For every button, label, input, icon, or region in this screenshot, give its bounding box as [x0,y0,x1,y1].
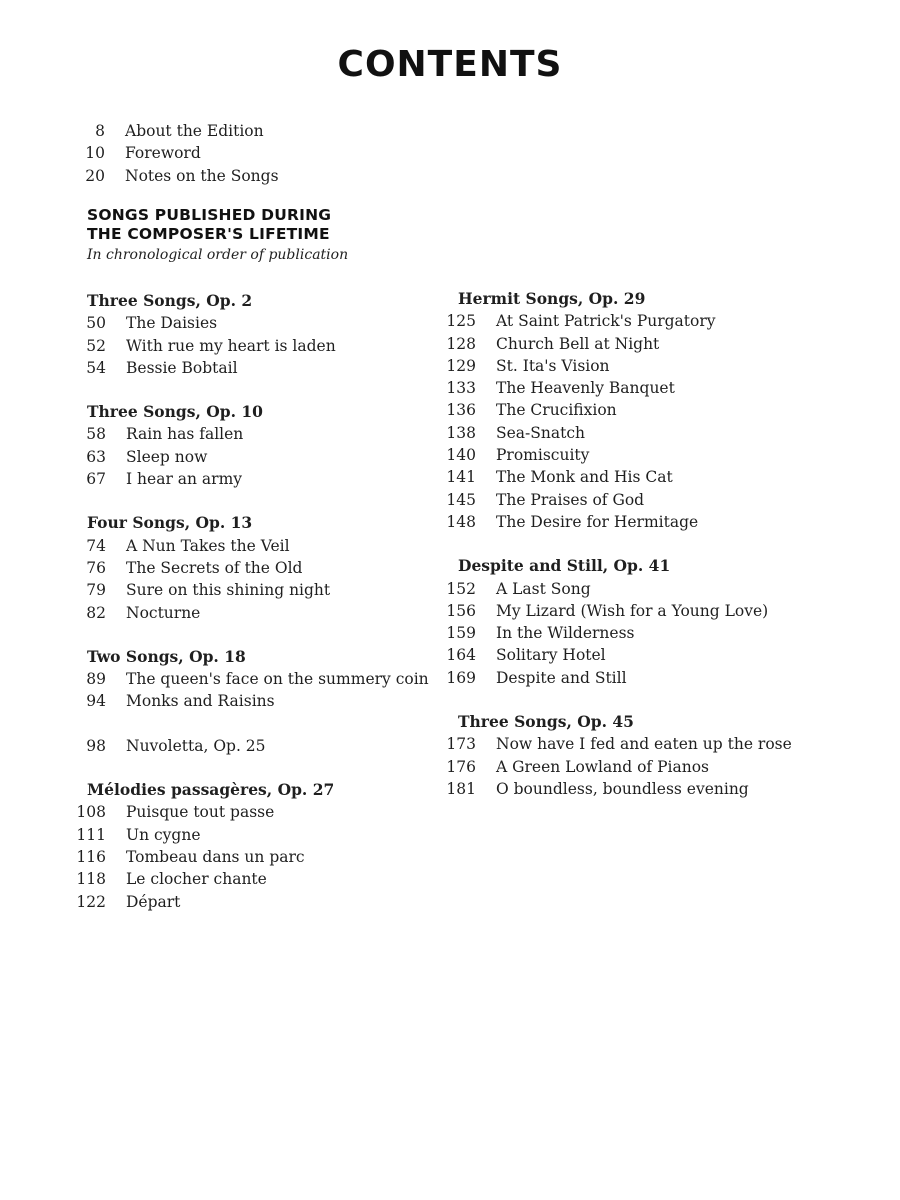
entry-title: The Desire for Hermitage [496,512,699,531]
page-number: 133 [446,379,476,398]
page-number: 122 [76,892,106,911]
page-number: 74 [86,536,106,555]
toc-entry[interactable] [446,622,792,644]
entry-title: Bessie Bobtail [126,358,238,377]
page-number: 94 [86,692,106,711]
toc-entry[interactable] [446,333,792,355]
entry-title: The Heavenly Banquet [496,379,675,398]
entry-title: Notes on the Songs [125,166,279,185]
toc-entry[interactable] [0,142,279,164]
toc-entry[interactable] [446,511,792,533]
page-number: 148 [446,512,476,531]
toc-entry[interactable] [446,444,792,466]
toc-entry[interactable] [76,868,429,890]
entry-title: A Nun Takes the Veil [126,536,290,555]
page-number: 89 [86,670,106,689]
entry-title: Rain has fallen [126,425,244,444]
group-heading[interactable]: Two Songs, Op. 18 [87,646,246,666]
toc-entry[interactable] [446,489,792,511]
page-number: 118 [76,870,106,889]
page-number: 108 [76,803,106,822]
toc-entry[interactable] [87,535,429,557]
entry-title: At Saint Patrick's Purgatory [496,312,716,331]
entry-title: A Last Song [496,579,591,598]
page-number: 129 [446,356,476,375]
entry-title: In the Wilderness [496,624,635,643]
section-heading-line: THE COMPOSER'S LIFETIME [87,225,330,243]
entry-title: Nocturne [126,603,201,622]
toc-entry[interactable] [446,310,792,332]
page-number: 82 [86,603,106,622]
entry-title: I hear an army [126,470,243,489]
page-number: 20 [85,166,105,185]
entry-title: A Green Lowland of Pianos [496,757,709,776]
page-number: 79 [86,581,106,600]
entry-title: The Praises of God [496,490,645,509]
entry-title: Foreword [125,144,201,163]
group-heading[interactable]: Mélodies passagères, Op. 27 [87,780,335,800]
section-subtitle: In chronological order of publication [87,247,349,263]
toc-entry[interactable] [446,778,792,800]
toc-entry[interactable] [446,733,792,755]
entry-title: The Secrets of the Old [126,558,303,577]
page-number: 141 [446,468,476,487]
entry-title: The queen's face on the summery coin [126,670,429,689]
page-number: 140 [446,446,476,465]
entry-title: Sleep now [126,447,208,466]
toc-entry[interactable] [446,600,792,622]
page-number: 164 [446,646,476,665]
intro-list [0,120,279,187]
entry-title: Puisque tout passe [126,803,275,822]
toc-entry[interactable] [446,667,792,689]
toc-entry[interactable] [446,466,792,488]
entry-title: The Daisies [126,314,218,333]
page-number: 58 [86,425,106,444]
section-heading [87,206,331,244]
page-number: 145 [446,490,476,509]
page-number: 128 [446,334,476,353]
page-number: 181 [446,779,476,798]
entry-title: Un cygne [126,825,201,844]
entry-title: Now have I fed and eaten up the rose [496,735,792,754]
entry-title: With rue my heart is laden [126,336,336,355]
page-number: 156 [446,601,476,620]
entry-title: Tombeau dans un parc [126,847,305,866]
entry-title: Monks and Raisins [126,692,275,711]
toc-entry[interactable] [0,165,279,187]
page-number: 52 [86,336,106,355]
toc-entry[interactable] [76,891,429,913]
entry-title: Le clocher chante [126,870,267,889]
entry-title: Départ [126,892,181,911]
entry-title: Sure on this shining night [126,581,331,600]
entry-title: My Lizard (Wish for a Young Love) [496,601,769,620]
page-number: 159 [446,624,476,643]
entry-title: Promiscuity [496,446,590,465]
toc-entry[interactable] [446,578,792,600]
page-number: 10 [85,144,105,163]
toc-entry[interactable] [76,846,429,868]
page-number: 8 [95,122,105,140]
entry-title: Despite and Still [496,668,627,687]
toc-entry[interactable] [446,399,792,421]
page-number: 152 [446,579,476,598]
group-heading[interactable]: Three Songs, Op. 10 [87,402,263,422]
page-number: 50 [86,314,106,333]
entry-title: The Monk and His Cat [496,468,673,487]
toc-group [446,288,792,533]
group-heading[interactable]: Three Songs, Op. 2 [87,291,253,310]
page-number: 98 [86,736,106,755]
page-number: 138 [446,423,476,442]
entry-title: Solitary Hotel [496,646,606,665]
group-heading[interactable]: Despite and Still, Op. 41 [458,556,671,576]
page-number: 54 [86,358,106,377]
toc-entry[interactable] [446,422,792,444]
page-number: 125 [446,312,476,331]
page-number: 76 [86,558,106,577]
entry-title: St. Ita's Vision [496,356,610,375]
page-number: 136 [446,401,476,420]
page-number: 116 [76,847,106,866]
toc-entry[interactable] [446,644,792,666]
entry-title: The Crucifixion [496,401,617,420]
entry-title: Nuvoletta, Op. 25 [126,736,266,755]
page-number: 63 [86,447,106,466]
entry-title: O boundless, boundless evening [496,779,749,798]
toc-entry[interactable] [76,801,429,823]
toc-entry[interactable] [0,120,279,142]
entry-title: Church Bell at Night [496,334,660,353]
group-heading[interactable]: Three Songs, Op. 45 [458,712,634,732]
group-heading[interactable]: Hermit Songs, Op. 29 [458,289,646,308]
page-number: 169 [446,668,476,687]
entry-title: About the Edition [125,122,264,140]
right-column [446,288,792,822]
toc-entry[interactable] [446,355,792,377]
toc-entry[interactable] [446,756,792,778]
group-heading[interactable]: Four Songs, Op. 13 [87,513,253,533]
page-number: 67 [86,470,106,489]
page-number: 111 [76,825,106,844]
page-title: CONTENTS [337,44,563,85]
toc-entry[interactable] [446,377,792,399]
page-number: 173 [446,735,476,754]
toc-entry[interactable] [87,557,429,579]
toc-entry[interactable] [76,824,429,846]
section-heading-line: SONGS PUBLISHED DURING [87,206,332,224]
toc-group [446,711,792,800]
page-number: 176 [446,757,476,776]
toc-group [446,555,792,689]
entry-title: Sea-Snatch [496,423,586,442]
toc-entry[interactable] [87,690,429,712]
